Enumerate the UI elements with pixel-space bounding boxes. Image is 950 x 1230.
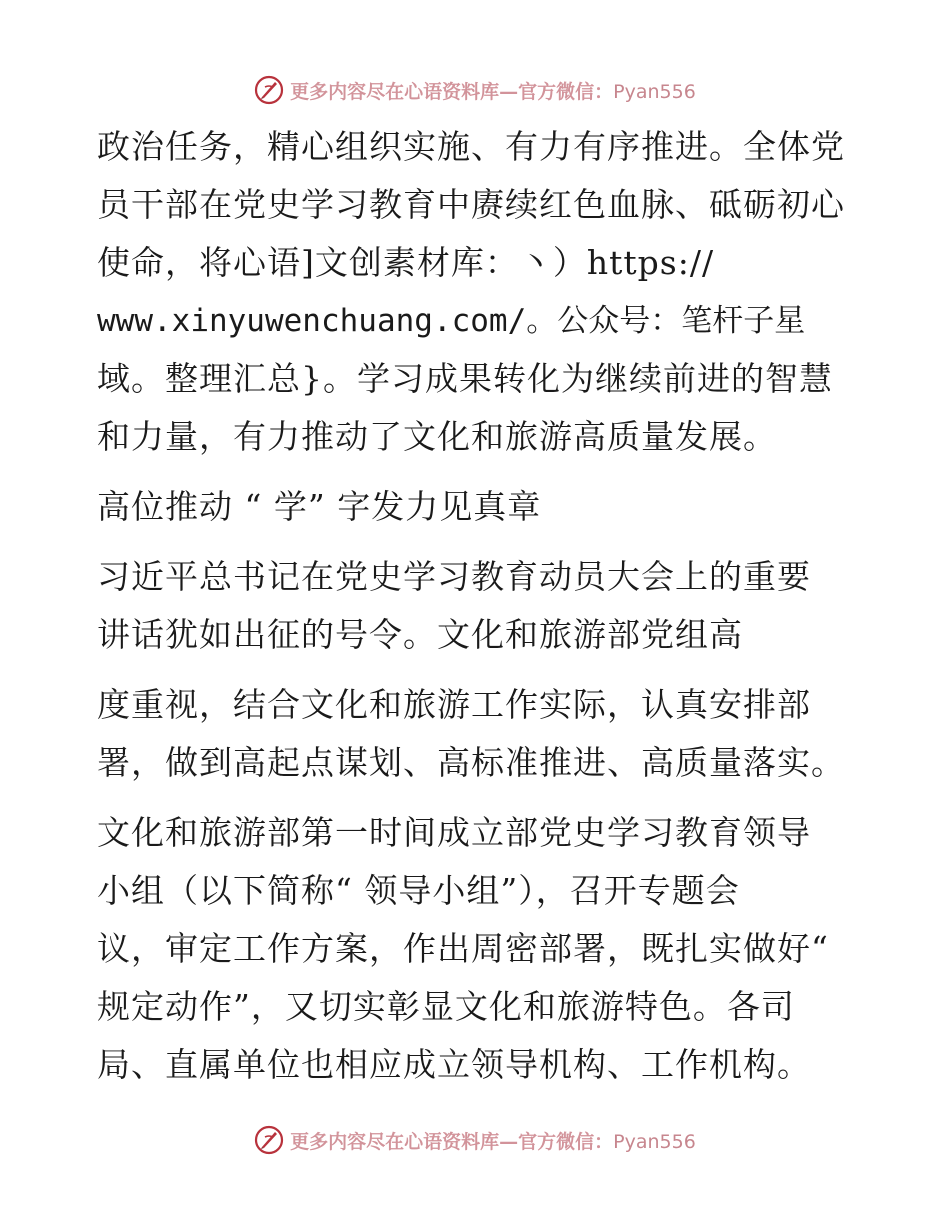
- text-line: 小组（以下简称“ 领导小组”），召开专题会: [97, 871, 740, 910]
- text-line: 和力量，有力推动了文化和旅游高质量发展。: [97, 417, 777, 456]
- text-line: 政治任务，精心组织实施、有力有序推进。全体党: [97, 127, 845, 166]
- text-line: 文化和旅游部第一时间成立部党史学习教育领导: [97, 813, 811, 852]
- text-line: 习近平总书记在党史学习教育动员大会上的重要: [97, 557, 811, 596]
- text-line: 局、直属单位也相应成立领导机构、工作机构。: [97, 1045, 811, 1084]
- text-line: 署，做到高起点谋划、高标准推进、高质量落实。: [97, 743, 845, 782]
- body-text: [97, 118, 857, 1094]
- watermark-text: 更多内容尽在心语资料库—官方微信：Pyan556: [290, 1130, 696, 1153]
- header-watermark: [0, 70, 950, 110]
- text-line: 域。整理汇总}。学习成果转化为继续前进的智慧: [97, 359, 833, 398]
- text-line: 员干部在党史学习教育中赓续红色血脉、砥砺初心: [97, 185, 845, 224]
- text-line: 规定动作”，又切实彰显文化和旅游特色。各司: [97, 987, 795, 1026]
- quill-logo-icon: [254, 1125, 284, 1155]
- text-line: 度重视，结合文化和旅游工作实际，认真安排部: [97, 685, 811, 724]
- text-line: 议，审定工作方案，作出周密部署，既扎实做好“: [97, 929, 829, 968]
- footer-watermark: [0, 1120, 950, 1160]
- quill-logo-icon: [254, 75, 284, 105]
- text-line: 使命，将心语]文创素材库：丶）https://: [97, 243, 715, 282]
- text-line-url: www.xinyuwenchuang.com/。公众号：笔杆子星: [97, 303, 806, 339]
- watermark-text: 更多内容尽在心语资料库—官方微信：Pyan556: [290, 80, 696, 103]
- text-line: 讲话犹如出征的号令。文化和旅游部党组高: [97, 615, 743, 654]
- section-heading: 高位推动 “ 学” 字发力见真章: [97, 487, 542, 526]
